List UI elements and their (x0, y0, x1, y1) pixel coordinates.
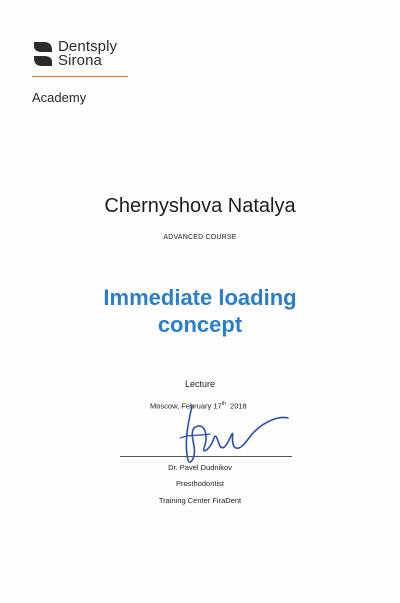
brand-logo (32, 38, 132, 105)
brand-name-line2: Sirona (58, 52, 102, 69)
course-title-line1: Immediate loading (103, 285, 297, 310)
recipient-name: Chernyshova Natalya (104, 195, 296, 217)
signature-line (120, 456, 292, 457)
date-suffix: th (221, 401, 226, 407)
dentsply-sirona-logo-icon (32, 40, 54, 68)
brand-name-line1: Dentsply (58, 38, 118, 55)
signatory-role: Prosthodontist (176, 479, 224, 488)
course-type: ADVANCED COURSE (163, 234, 237, 241)
signatory-organization: Training Center FiraDent (158, 496, 242, 505)
course-title (0, 284, 400, 338)
signatory-name: Dr. Pavel Dudnikov (168, 463, 232, 472)
course-title-line2: concept (157, 312, 243, 337)
logo-accent-rule (32, 76, 128, 77)
date-city-day: Moscow, February 17 (150, 401, 222, 411)
handwritten-signature (170, 398, 300, 468)
date-year: 2018 (230, 401, 247, 411)
academy-label: Academy (32, 90, 87, 105)
format-label: Lecture (184, 379, 216, 389)
